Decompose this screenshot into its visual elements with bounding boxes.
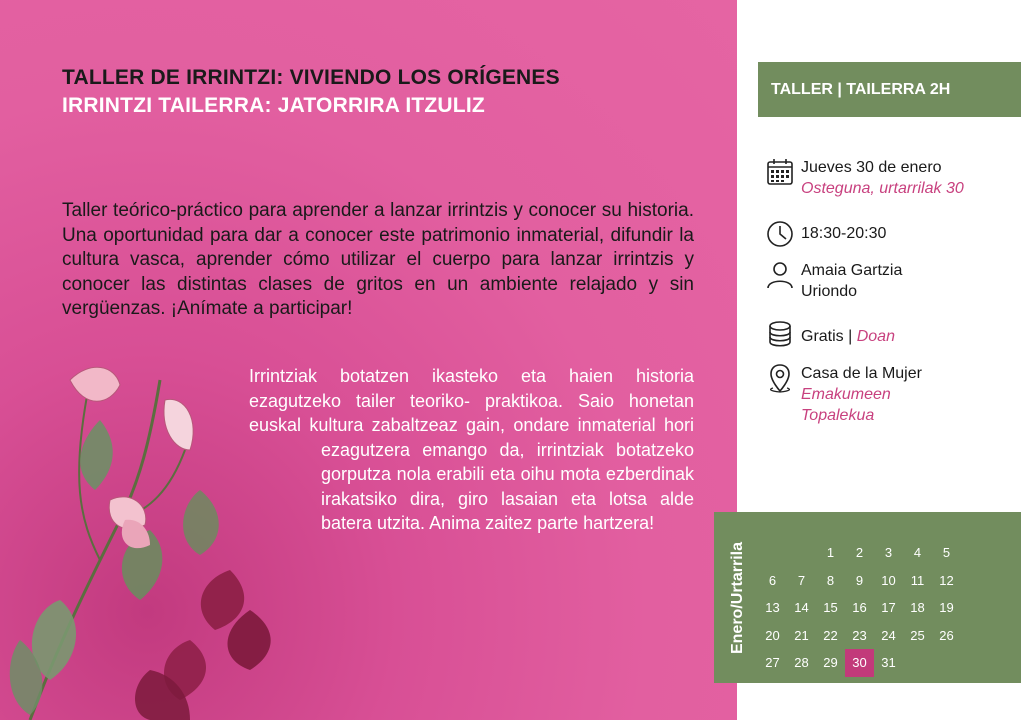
info-price [765,320,895,350]
description-basque-text: Irrintziak botatzen ikasteko eta haien historia ezagutzeko tailer teoriko- praktikoa. Saio honetan euskal kultura zabaltzeaz gain, ondare inmaterial hori ezagutzera emango da, irrintziak botatzeko gorputza nola erabili eta oihu mota ezberdinak irakatsiko dira, giro lasaian eta lotsa alde batera utzita. Anima zaitez parte hartzera! [249,366,694,533]
place-basque-line2: Topalekua [801,407,875,424]
date-spanish: Jueves 30 de enero [801,159,942,176]
calendar-day: 24 [881,627,896,643]
info-location [765,363,922,426]
calendar-grid [758,539,961,677]
price-basque: Doan [856,328,895,345]
calendar-day: 2 [855,545,864,561]
title-basque: IRRINTZI TAILERRA: JATORRIRA ITZULIZ [62,94,485,117]
clock-icon [765,219,795,249]
calendar-day: 16 [852,600,867,616]
calendar [714,512,1021,683]
calendar-day: 13 [765,600,780,616]
price-spanish: Gratis [801,328,844,345]
calendar-day: 17 [881,600,896,616]
calendar-day: 14 [794,600,809,616]
description-basque [249,364,694,564]
calendar-icon [765,157,795,187]
calendar-day: 25 [910,627,925,643]
calendar-day: 22 [823,627,838,643]
calendar-day: 3 [884,545,893,561]
title-spanish: TALLER DE IRRINTZI: VIVIENDO LOS ORÍGENES [62,66,560,89]
info-date [765,157,964,199]
calendar-day: 28 [794,655,809,671]
calendar-day: 26 [939,627,954,643]
coins-icon [765,320,795,350]
calendar-day: 8 [826,572,835,588]
time-range: 18:30-20:30 [801,225,887,242]
calendar-day: 27 [765,655,780,671]
calendar-day: 18 [910,600,925,616]
instructor-name-line2: Uriondo [801,283,858,300]
place-basque-line1: Emakumeen [801,386,891,403]
calendar-day: 15 [823,600,838,616]
price-separator: | [843,328,857,345]
description-spanish: Taller teórico-práctico para aprender a lanzar irrintzis y conocer su historia. Una oportunidad para dar a conocer este patrimonio inmaterial, difundir la cultura vasca, aprender cómo utilizar el cuerpo para lanzar irrintzis y conocer las distintas clases de gritos en un ambiente relajado y sin vergüenzas. ¡Anímate a participar! [62,200,694,319]
info-time [765,219,886,249]
location-pin-icon [765,363,795,393]
place-spanish: Casa de la Mujer [801,365,922,382]
calendar-blank [758,539,787,567]
calendar-day: 5 [942,545,951,561]
calendar-day: 1 [826,545,835,561]
calendar-month-label-wrap [714,512,762,683]
calendar-month-label: Enero/Urtarrila [729,541,747,654]
calendar-day: 6 [768,572,777,588]
calendar-day: 7 [797,572,806,588]
calendar-blank [787,539,816,567]
calendar-day: 4 [913,545,922,561]
instructor-name-line1: Amaia Gartzia [801,262,903,279]
calendar-day: 19 [939,600,954,616]
calendar-day: 23 [852,627,867,643]
calendar-day: 21 [794,627,809,643]
calendar-day: 20 [765,627,780,643]
calendar-day: 11 [910,572,925,588]
date-basque: Osteguna, urtarrilak 30 [801,180,964,197]
calendar-day: 29 [823,655,838,671]
calendar-day: 9 [855,572,864,588]
calendar-day-highlighted: 30 [845,649,874,677]
calendar-day: 12 [939,572,954,588]
workshop-tag: TALLER | TAILERRA 2H [758,62,1021,117]
person-icon [765,260,795,290]
info-instructor [765,260,902,302]
calendar-day: 10 [881,572,896,588]
calendar-day: 31 [881,655,896,671]
